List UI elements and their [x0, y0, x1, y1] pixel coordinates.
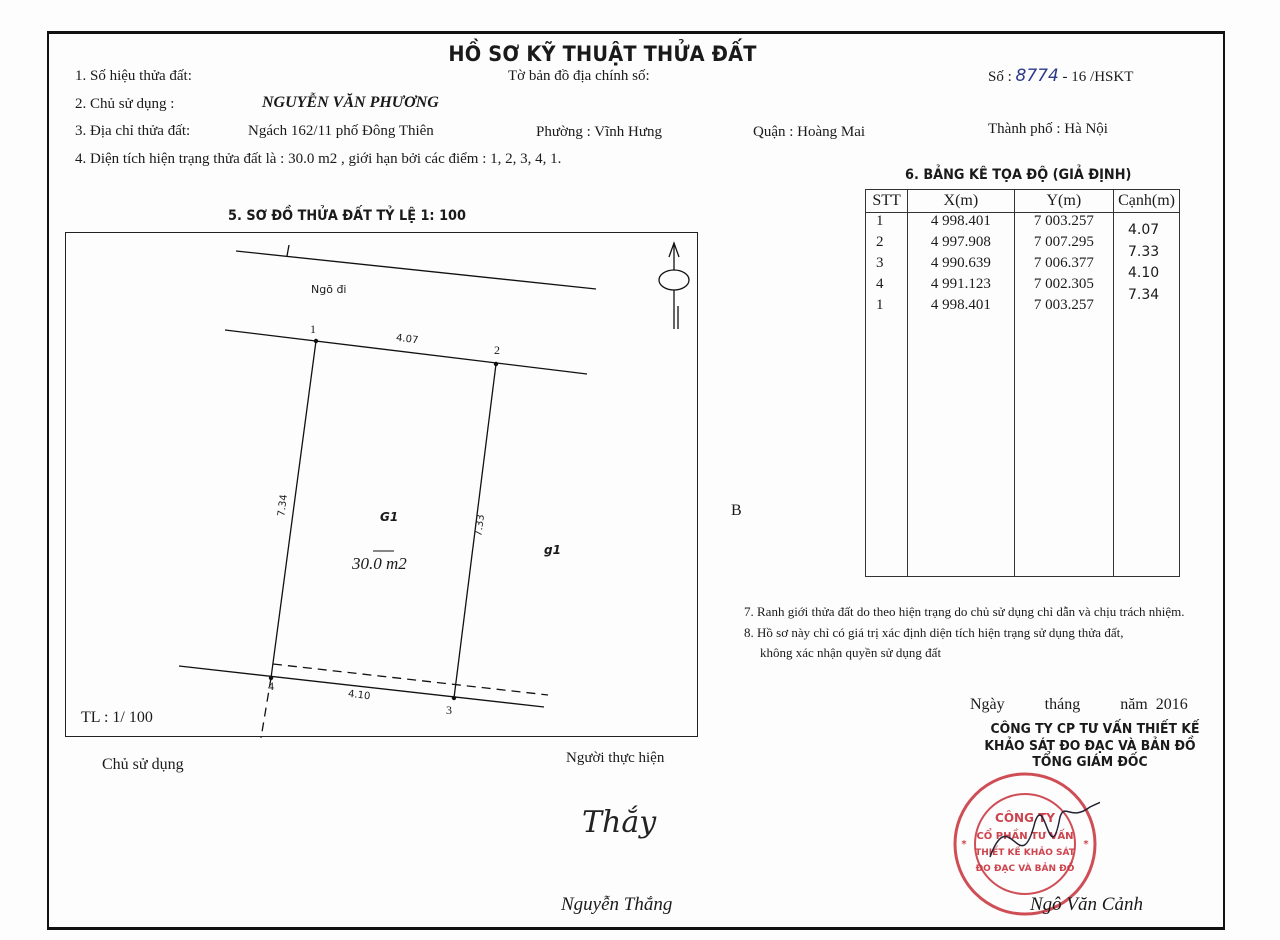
cell-x: 4 998.401 [908, 297, 1014, 318]
col-y: Y(m) [1014, 190, 1114, 213]
table-heading: 6. BẢNG KÊ TỌA ĐỘ (GIẢ ĐỊNH) [905, 167, 1132, 183]
cell-stt: 4 [866, 276, 908, 297]
ward-value: Phường : Vĩnh Hưng [536, 124, 663, 140]
district-value: Quận : Hoàng Mai [753, 124, 866, 140]
address-label: 3. Địa chỉ thửa đất: [75, 123, 191, 139]
cell-y: 7 003.257 [1014, 213, 1114, 235]
map-sheet-label: Tờ bản đồ địa chính số: [508, 68, 650, 84]
edge-value: 4.10 [1128, 265, 1160, 281]
cell-x: 4 990.639 [908, 255, 1014, 276]
number-prefix: Số : [988, 69, 1012, 85]
edge-2-3-label: 7.33 [473, 513, 487, 538]
performer-label: Người thực hiện [566, 750, 665, 766]
neighbor-label: g1 [544, 543, 561, 557]
note-8-line1: 8. Hồ sơ này chỉ có giá trị xác định diện tích hiện trạng sử dụng thửa đất, [744, 625, 1124, 640]
company-line-2: KHẢO SÁT ĐO ĐẠC VÀ BẢN ĐỒ [984, 738, 1196, 754]
table-filler-row [866, 318, 1180, 577]
svg-text:CÔNG TY: CÔNG TY [995, 811, 1055, 825]
col-x: X(m) [908, 190, 1014, 213]
parcel-label: G1 [380, 510, 399, 524]
cell-stt: 3 [866, 255, 908, 276]
owner-value: NGUYỄN VĂN PHƯƠNG [262, 94, 439, 111]
cell-y: 7 006.377 [1014, 255, 1114, 276]
edge-1-2-label: 4.07 [395, 332, 419, 347]
cell-x: 4 997.908 [908, 234, 1014, 255]
col-stt: STT [866, 190, 908, 213]
cell-x: 4 991.123 [908, 276, 1014, 297]
point-1-label: 1 [310, 322, 316, 336]
address-value: Ngách 162/11 phố Đông Thiên [248, 123, 434, 139]
north-icon: B [731, 502, 742, 519]
edge-4-1-label: 7.34 [276, 493, 290, 518]
cell-stt: 1 [866, 297, 908, 318]
document-title: HỒ SƠ KỸ THUẬT THỬA ĐẤT [448, 42, 757, 66]
point-2-label: 2 [494, 343, 500, 357]
edge-value: 7.34 [1128, 287, 1160, 303]
number-handwritten: 8774 [1015, 66, 1059, 86]
company-title: TỔNG GIÁM ĐỐC [1032, 754, 1148, 770]
number-suffix: - 16 /HSKT [1062, 69, 1134, 85]
note-8-line2: không xác nhận quyền sử dụng đất [760, 645, 942, 660]
svg-text:CỔ PHẦN TƯ VẤN: CỔ PHẦN TƯ VẤN [976, 831, 1074, 842]
svg-text:THIẾT KẾ KHẢO SÁT: THIẾT KẾ KHẢO SÁT [975, 848, 1075, 858]
owner-label: 2. Chủ sử dụng : [75, 96, 175, 112]
edge-3-4-label: 4.10 [347, 688, 371, 703]
table-header-row [866, 190, 1180, 213]
cell-y: 7 002.305 [1014, 276, 1114, 297]
edge-value: 7.33 [1128, 244, 1160, 260]
director-name: Ngô Văn Cảnh [1030, 894, 1143, 915]
road-label: Ngõ đi [311, 283, 347, 296]
area-label: 30.0 m2 [352, 554, 407, 573]
point-3-label: 3 [446, 703, 452, 717]
owner-sign-label: Chủ sử dụng [102, 756, 184, 773]
performer-name: Nguyễn Thắng [561, 894, 673, 915]
map-heading: 5. SƠ ĐỒ THỬA ĐẤT TỶ LỆ 1: 100 [228, 208, 466, 224]
edge-value: 4.07 [1128, 222, 1160, 238]
cell-y: 7 003.257 [1014, 297, 1114, 318]
cell-stt: 1 [866, 213, 908, 235]
svg-text:*: * [961, 839, 967, 850]
parcel-map [65, 232, 742, 737]
cell-x: 4 998.401 [908, 213, 1014, 235]
svg-text:ĐO ĐẠC VÀ BẢN ĐỒ: ĐO ĐẠC VÀ BẢN ĐỒ [975, 864, 1075, 874]
col-edge: Cạnh(m) [1114, 190, 1180, 213]
cell-stt: 2 [866, 234, 908, 255]
cell-y: 7 007.295 [1014, 234, 1114, 255]
company-line-1: CÔNG TY CP TƯ VẤN THIẾT KẾ [990, 721, 1200, 737]
parcel-drawing [66, 233, 699, 738]
note-7: 7. Ranh giới thửa đất do theo hiện trạng do chủ sử dụng chỉ dẫn và chịu trách nhiệm. [744, 604, 1185, 619]
document-number [988, 66, 1133, 86]
scale-label: TL : 1/ 100 [81, 709, 153, 726]
area-line: 4. Diện tích hiện trạng thửa đất là : 30.0 m2 , giới hạn bởi các điểm : 1, 2, 3, 4, 1. [75, 151, 562, 167]
svg-text:*: * [1083, 839, 1089, 850]
date-line: Ngày tháng năm 2016 [970, 696, 1188, 713]
performer-signature: Thắy [582, 805, 657, 840]
parcel-id-label: 1. Số hiệu thửa đất: [75, 68, 192, 84]
city-value: Thành phố : Hà Nội [988, 121, 1108, 137]
point-4-label: 4 [268, 679, 274, 693]
